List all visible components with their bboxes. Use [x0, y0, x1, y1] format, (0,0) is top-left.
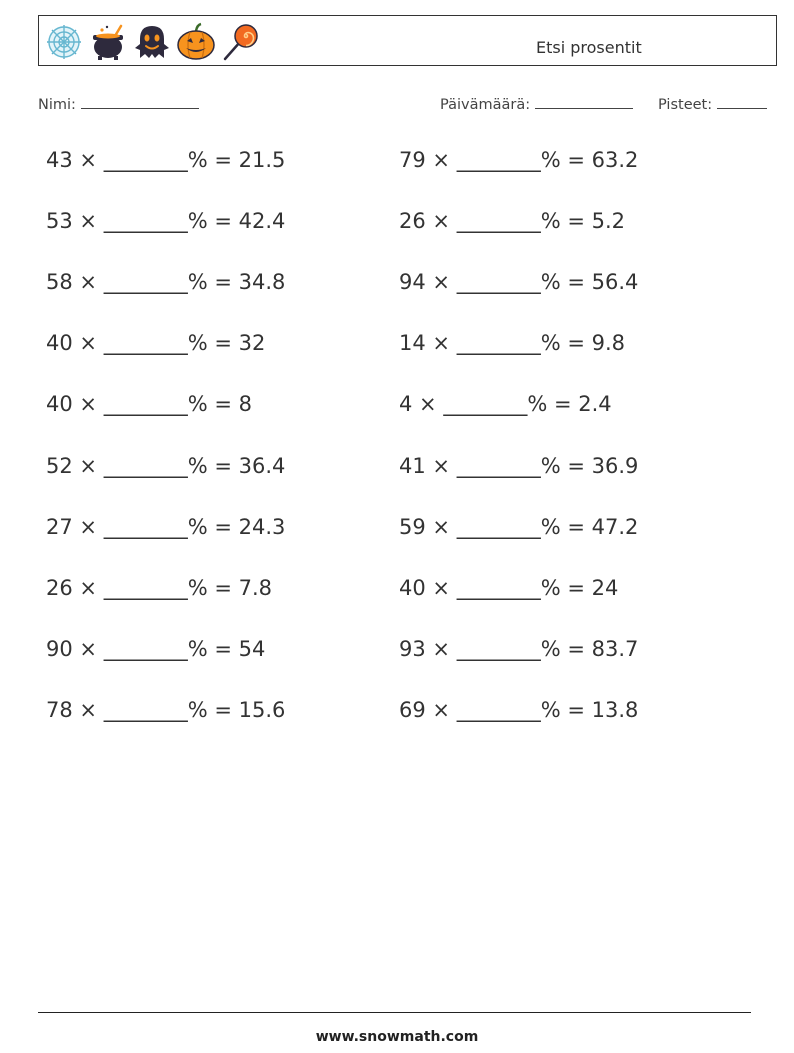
- problem-left-6: [46, 454, 285, 478]
- answer-blank[interactable]: ________: [103, 392, 188, 417]
- times-sign: ×: [72, 514, 104, 539]
- problem-result: 24.3: [238, 514, 286, 539]
- problem-number: 4: [399, 392, 413, 417]
- answer-blank[interactable]: ________: [456, 697, 541, 722]
- percent-equals: % =: [187, 392, 239, 417]
- problem-number: 26: [399, 209, 426, 234]
- problem-number: 53: [46, 209, 73, 234]
- answer-blank[interactable]: ________: [456, 453, 541, 478]
- problem-left-8: [46, 576, 272, 600]
- problem-result: 13.8: [591, 697, 639, 722]
- percent-equals: % =: [527, 392, 579, 417]
- times-sign: ×: [72, 331, 104, 356]
- lollipop-icon: [220, 22, 260, 62]
- problem-number: 93: [399, 636, 426, 661]
- answer-blank[interactable]: ________: [103, 209, 188, 234]
- answer-blank[interactable]: ________: [443, 392, 528, 417]
- problem-result: 9.8: [591, 331, 625, 356]
- score-field: [658, 94, 767, 113]
- times-sign: ×: [72, 209, 104, 234]
- problem-number: 40: [46, 392, 73, 417]
- score-blank[interactable]: [717, 94, 767, 109]
- date-field: [440, 94, 633, 113]
- footer-divider: [38, 1012, 751, 1013]
- times-sign: ×: [425, 148, 457, 172]
- problem-number: 78: [46, 697, 73, 722]
- percent-equals: % =: [540, 575, 592, 600]
- problem-left-2: [46, 209, 285, 233]
- problem-number: 40: [399, 575, 426, 600]
- percent-equals: % =: [187, 575, 239, 600]
- problem-number: 52: [46, 453, 73, 478]
- percent-equals: % =: [187, 697, 239, 722]
- answer-blank[interactable]: ________: [456, 514, 541, 539]
- percent-equals: % =: [540, 209, 592, 234]
- name-label: Nimi:: [38, 97, 76, 113]
- percent-equals: % =: [187, 148, 239, 172]
- answer-blank[interactable]: ________: [456, 575, 541, 600]
- problem-number: 94: [399, 270, 426, 295]
- pumpkin-icon: [176, 22, 216, 62]
- problem-number: 90: [46, 636, 73, 661]
- problem-result: 47.2: [591, 514, 639, 539]
- answer-blank[interactable]: ________: [456, 636, 541, 661]
- percent-equals: % =: [540, 453, 592, 478]
- percent-equals: % =: [540, 636, 592, 661]
- problem-right-2: [399, 209, 625, 233]
- problem-result: 56.4: [591, 270, 639, 295]
- problem-number: 26: [46, 575, 73, 600]
- problem-number: 43: [46, 148, 73, 172]
- problem-number: 14: [399, 331, 426, 356]
- problem-number: 59: [399, 514, 426, 539]
- percent-equals: % =: [187, 270, 239, 295]
- percent-equals: % =: [187, 209, 239, 234]
- ghost-icon: [132, 22, 172, 62]
- problem-result: 7.8: [238, 575, 272, 600]
- problem-result: 5.2: [591, 209, 625, 234]
- problem-left-1: [46, 148, 285, 172]
- answer-blank[interactable]: ________: [103, 514, 188, 539]
- percent-equals: % =: [540, 270, 592, 295]
- percent-equals: % =: [187, 636, 239, 661]
- problem-left-4: [46, 331, 265, 355]
- problem-result: 34.8: [238, 270, 286, 295]
- answer-blank[interactable]: ________: [103, 575, 188, 600]
- problem-left-10: [46, 698, 285, 722]
- times-sign: ×: [72, 636, 104, 661]
- cauldron-icon: [88, 22, 128, 62]
- problem-result: 42.4: [238, 209, 286, 234]
- percent-equals: % =: [540, 697, 592, 722]
- problem-result: 15.6: [238, 697, 286, 722]
- times-sign: ×: [425, 697, 457, 722]
- times-sign: ×: [425, 270, 457, 295]
- problem-right-1: [399, 148, 638, 172]
- page-title: Etsi prosentit: [536, 38, 642, 57]
- header-box: [38, 15, 777, 66]
- answer-blank[interactable]: ________: [103, 331, 188, 356]
- problem-result: 36.4: [238, 453, 286, 478]
- problem-left-3: [46, 270, 285, 294]
- header-icons: [44, 22, 260, 62]
- times-sign: ×: [425, 453, 457, 478]
- times-sign: ×: [72, 575, 104, 600]
- name-field: [38, 94, 199, 113]
- answer-blank[interactable]: ________: [456, 270, 541, 295]
- footer-site: www.snowmath.com: [315, 1029, 479, 1045]
- problem-number: 40: [46, 331, 73, 356]
- problem-result: 21.5: [238, 148, 286, 172]
- problem-result: 8: [238, 392, 252, 417]
- answer-blank[interactable]: ________: [456, 148, 541, 172]
- problem-right-3: [399, 270, 638, 294]
- answer-blank[interactable]: ________: [456, 209, 541, 234]
- percent-equals: % =: [187, 331, 239, 356]
- percent-equals: % =: [540, 331, 592, 356]
- problem-left-7: [46, 515, 285, 539]
- times-sign: ×: [72, 270, 104, 295]
- times-sign: ×: [425, 636, 457, 661]
- times-sign: ×: [425, 575, 457, 600]
- percent-equals: % =: [540, 514, 592, 539]
- times-sign: ×: [72, 453, 104, 478]
- answer-blank[interactable]: ________: [103, 697, 188, 722]
- problem-number: 27: [46, 514, 73, 539]
- times-sign: ×: [425, 331, 457, 356]
- problem-right-9: [399, 637, 638, 661]
- answer-blank[interactable]: ________: [103, 636, 188, 661]
- problem-number: 69: [399, 697, 426, 722]
- problem-right-8: [399, 576, 618, 600]
- problem-right-6: [399, 454, 638, 478]
- problem-result: 2.4: [578, 392, 612, 417]
- problem-result: 32: [238, 331, 266, 356]
- problem-right-10: [399, 698, 638, 722]
- problem-right-7: [399, 515, 638, 539]
- problem-result: 54: [238, 636, 266, 661]
- times-sign: ×: [425, 514, 457, 539]
- problem-result: 63.2: [591, 148, 639, 172]
- times-sign: ×: [72, 148, 104, 172]
- problem-number: 79: [399, 148, 426, 172]
- problem-right-4: [399, 331, 625, 355]
- answer-blank[interactable]: ________: [103, 453, 188, 478]
- problem-right-5: [399, 392, 612, 416]
- answer-blank[interactable]: ________: [103, 270, 188, 295]
- score-label: Pisteet:: [658, 97, 713, 113]
- name-blank[interactable]: [81, 94, 199, 109]
- answer-blank[interactable]: ________: [103, 148, 188, 172]
- times-sign: ×: [72, 392, 104, 417]
- date-blank[interactable]: [535, 94, 633, 109]
- percent-equals: % =: [540, 148, 592, 172]
- percent-equals: % =: [187, 453, 239, 478]
- problem-result: 24: [591, 575, 619, 600]
- percent-equals: % =: [187, 514, 239, 539]
- problem-number: 41: [399, 453, 426, 478]
- times-sign: ×: [412, 392, 444, 417]
- answer-blank[interactable]: ________: [456, 331, 541, 356]
- problem-number: 58: [46, 270, 73, 295]
- times-sign: ×: [425, 209, 457, 234]
- problem-left-5: [46, 392, 252, 416]
- spiderweb-icon: [44, 22, 84, 62]
- date-label: Päivämäärä:: [440, 97, 531, 113]
- problem-result: 36.9: [591, 453, 639, 478]
- problem-left-9: [46, 637, 265, 661]
- times-sign: ×: [72, 697, 104, 722]
- problem-result: 83.7: [591, 636, 639, 661]
